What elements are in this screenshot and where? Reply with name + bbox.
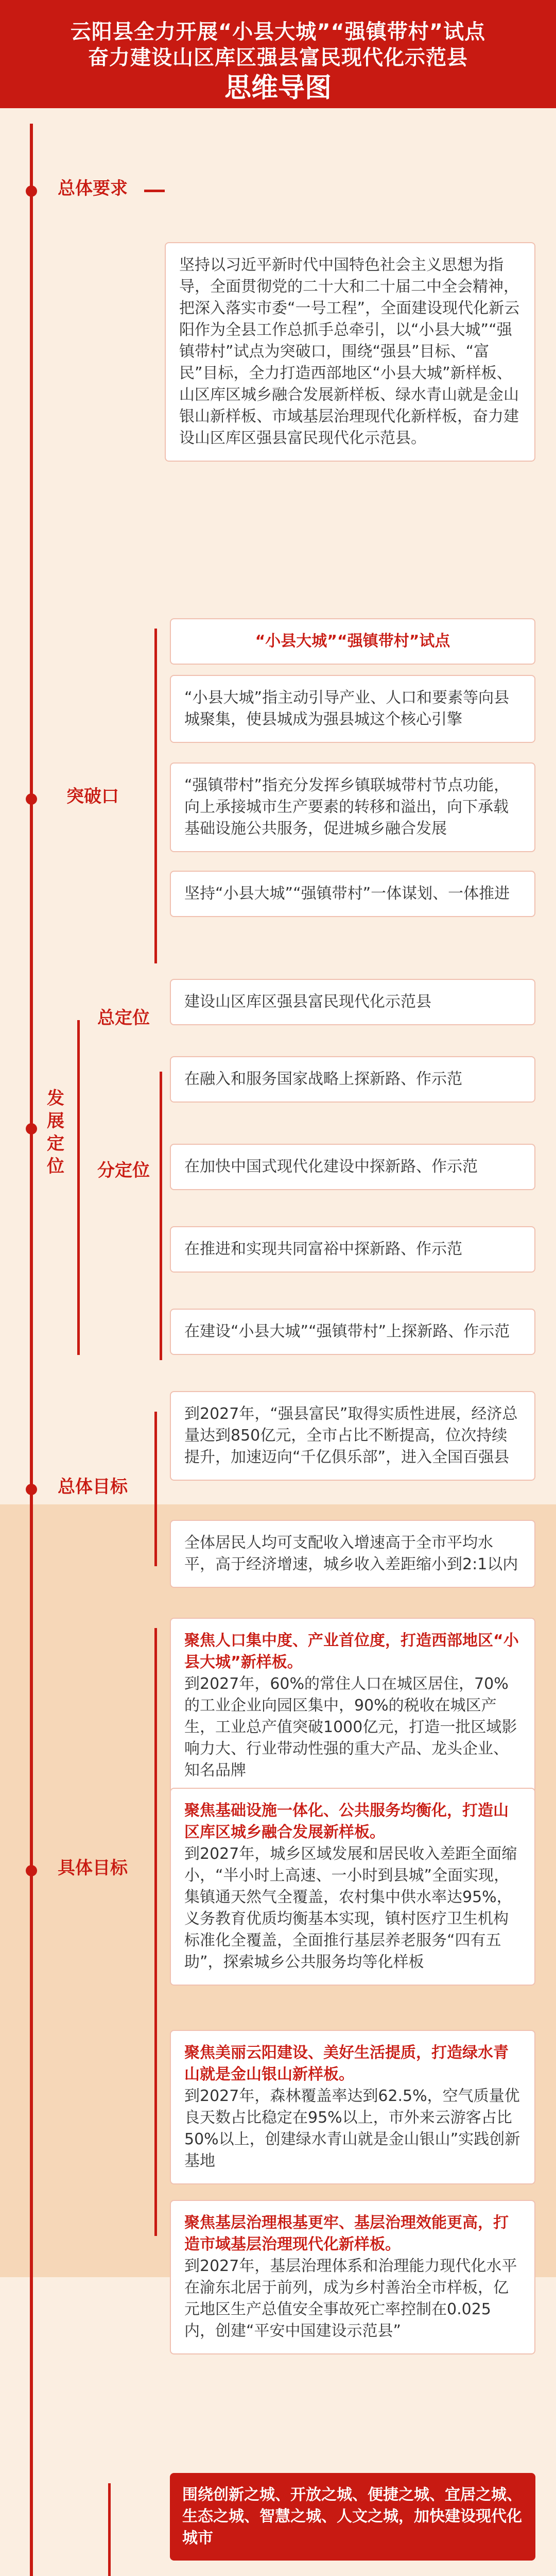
title-line-2: 奋力建设山区库区强县富民现代化示范县 [88,46,468,70]
branch-line [77,1020,80,1355]
fazhan-label: 发展定位 [47,1088,64,1177]
mubiao-item-text: 到2027年，“强县富民”取得实质性进展，经济总量达到850亿元，全市占比不断提高，位次持续提升，加速迈向“千亿俱乐部”，进入全国百强县 [184,1405,518,1466]
tupokou-item-3 [170,871,535,917]
branch-line [154,1628,157,2236]
tupokou-item-text: 坚持“小县大城”“强镇带村”一体谋划、一体推进 [184,885,510,903]
branch-line [154,629,157,963]
fen-item-1 [170,1056,535,1103]
juti-item-text: 到2027年，城乡区域发展和居民收入差距全面缩小，“半小时上高速、一小时到县城”全面实现，集镇通天然气全覆盖，农村集中供水率达95%，义务教育优质均衡基本实现，镇村医疗卫生机构标准化全覆盖，全面推行基层养老服务“四有五助”，探索城乡公共服务均等化样板 [184,1845,517,1971]
zong-text: 建设山区库区强县富民现代化示范县 [184,993,431,1011]
fen-item-text: 在推进和实现共同富裕中探新路、作示范 [184,1240,462,1258]
node-dot [26,793,37,805]
renwu-group-head-text: 围绕创新之城、开放之城、便捷之城、宜居之城、生态之城、智慧之城、人文之城，加快建设现代化城市 [182,2486,522,2547]
mubiao-item-text: 全体居民人均可支配收入增速高于全市平均水平，高于经济增速，城乡收入差距缩小到2:1以内 [184,1534,518,1573]
title-line-3: 思维导图 [224,73,332,104]
fen-item-4 [170,1309,535,1355]
juti-item-head: 聚焦美丽云阳建设、美好生活提质，打造绿水青山就是金山银山新样板。 [184,2044,509,2083]
juti-item-3 [170,2030,535,2184]
juti-item-text: 到2027年，60%的常住人口在城区居住，70%的工业企业向园区集中，90%的税收在城区产生，工业总产值突破1000亿元，打造一批区域影响力大、行业带动性强的重大产品、龙头企业、知名品牌 [184,1675,517,1780]
tupokou-item-text: “强镇带村”指充分发挥乡镇联城带村节点功能，向上承接城市生产要素的转移和溢出，向下承载基础设施公共服务，促进城乡融合发展 [184,776,510,838]
zong-label: 总定位 [97,1008,150,1028]
renwu-group-1-head [170,2473,535,2561]
fen-item-text: 在建设“小县大城”“强镇带村”上探新路、作示范 [184,1323,510,1341]
branch-line [144,190,165,192]
title-line-1: 云阳县全力开展“小县大城”“强镇带村”试点 [70,20,486,44]
mubiao-item-2 [170,1520,535,1588]
mubiao-item-1 [170,1391,535,1481]
zongti-text: 坚持以习近平新时代中国特色社会主义思想为指导，全面贯彻党的二十大和二十届二中全会精神，把深入落实市委“一号工程”，全面建设现代化新云阳作为全县工作总抓手总牵引，以“小县大城”“强镇带村”试点为突破口，围绕“强县”目标、“富民”目标，全力打造西部地区“小县大城”新样板、山区库区城乡融合发展新样板、绿水青山就是金山银山新样板、市域基层治理现代化新样板，奋力建设山区库区强县富民现代化示范县。 [179,256,520,447]
juti-item-head: 聚焦人口集中度、产业首位度，打造西部地区“小县大城”新样板。 [184,1632,519,1671]
tupokou-head-card [170,618,535,665]
tupokou-label: 突破口 [66,786,119,807]
fen-item-text: 在加快中国式现代化建设中探新路、作示范 [184,1158,478,1176]
juti-item-4 [170,2200,535,2354]
fen-item-text: 在融入和服务国家战略上探新路、作示范 [184,1070,462,1088]
tupokou-item-text: “小县大城”指主动引导产业、人口和要素等向县城聚集，使县城成为强县城这个核心引擎 [184,689,510,728]
juti-item-text: 到2027年，基层治理体系和治理能力现代化水平在渝东北居于前列，成为乡村善治全市样板，亿元地区生产总值安全事故死亡率控制在0.025内，创建“平安中国建设示范县” [184,2257,517,2340]
juti-label: 具体目标 [58,1858,128,1878]
node-dot [26,1484,37,1495]
tupokou-item-2 [170,762,535,852]
fen-label: 分定位 [97,1160,150,1181]
header-banner [0,0,556,108]
juti-item-2 [170,1788,535,1986]
fen-item-3 [170,1226,535,1273]
tupokou-item-1 [170,675,535,743]
juti-item-text: 到2027年，森林覆盖率达到62.5%，空气质量优良天数占比稳定在95%以上，市外来云游客占比50%以上，创建绿水青山就是金山银山”实践创新基地 [184,2087,520,2170]
tupokou-head: “小县大城”“强镇带村”试点 [255,632,450,650]
branch-line [108,2483,111,2576]
branch-line [160,1072,162,1360]
mubiao-label: 总体目标 [58,1477,128,1497]
juti-item-head: 聚焦基层治理根基更牢、基层治理效能更高，打造市域基层治理现代化新样板。 [184,2214,509,2253]
zong-card [170,979,535,1025]
branch-line [154,1412,157,1566]
juti-item-head: 聚焦基础设施一体化、公共服务均衡化，打造山区库区城乡融合发展新样板。 [184,1802,509,1841]
juti-item-1 [170,1618,535,1794]
zongti-label: 总体要求 [58,178,128,199]
node-dot [26,185,37,197]
fen-item-2 [170,1144,535,1190]
node-dot [26,1865,37,1876]
node-dot [26,1123,37,1134]
zongti-card [165,242,535,462]
mindmap-spine [30,124,33,2576]
